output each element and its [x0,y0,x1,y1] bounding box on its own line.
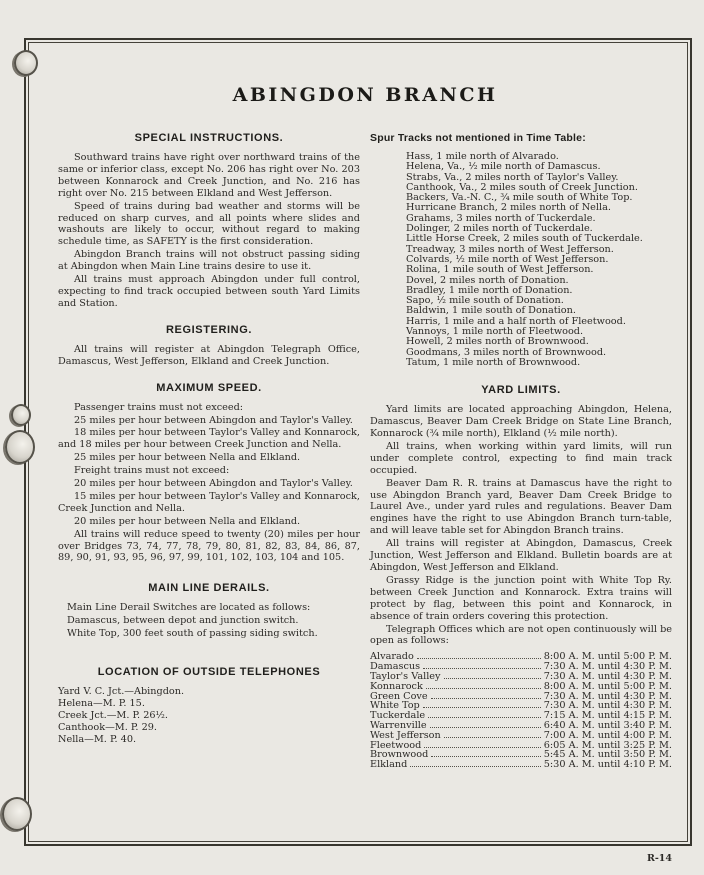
office-hours: 7:30 A. M. until 4:30 P. M. [543,670,672,682]
station-name: Brownwood [370,749,429,761]
spur-track-item: Goodmans, 3 miles north of Brownwood. [406,346,607,358]
station-name: Elkland [370,759,408,771]
binder-ring-icon [14,50,38,76]
telegraph-offices-intro: Telegraph Offices which are not open continuously will be open as follows: [370,623,672,647]
dot-leader [428,717,541,718]
spur-track-item: Bradley, 1 mile north of Donation. [406,284,573,296]
station-name: Alvarado [370,651,414,663]
derail-line: Main Line Derail Switches are located as follows: [67,602,311,614]
right-column [370,132,672,770]
spur-track-list [406,152,672,368]
spur-track-item: Helena, Va., ½ mile north of Damascus. [406,161,601,173]
telephone-location: Yard V. C. Jct.—Abingdon. [58,686,185,698]
office-hours: 5:30 A. M. until 4:10 P. M. [543,759,672,771]
office-hours: 8:00 A. M. until 5:00 P. M. [543,680,672,692]
section-heading-maximum-speed: MAXIMUM SPEED. [156,381,262,394]
station-name: Green Cove [370,690,428,702]
speed-rule: 20 miles per hour between Nella and Elkland. [74,515,301,527]
speed-rule: 18 miles per hour between Taylor's Valley and Konnarock, and 18 miles per hour between Creek Junction and Nella. [58,427,360,451]
dot-leader [430,727,541,728]
page-title: ABINGDON BRANCH [232,84,498,106]
dot-leader [431,698,541,699]
spur-track-item: Grahams, 3 miles north of Tuckerdale. [406,212,596,224]
section-heading-registering: REGISTERING. [165,323,253,336]
spur-track-item: Tatum, 1 mile north of Brownwood. [406,356,581,368]
speed-rule: Freight trains must not exceed: [74,465,230,477]
station-name: Warrenville [370,719,427,731]
office-hours: 7:30 A. M. until 4:30 P. M. [543,700,672,712]
paragraph: All trains will register at Abingdon Telegraph Office, Damascus, West Jefferson, Elkland and Creek Junction. [58,343,360,367]
section-heading-outside-telephones: LOCATION OF OUTSIDE TELEPHONES [97,666,321,679]
paragraph: Southward trains have right over northward trains of the same or inferior class, except No. 206 has right over No. 203 between Konnarock and Creek Junction, and No. 216 has right over No. 215 between Elkland and West Jefferson. [58,152,360,199]
station-name: Damascus [370,661,421,673]
paragraph: All trains, when working within yard limits, will run under complete control, expecting to find main track occupied. [370,440,672,476]
office-hours: 7:30 A. M. until 4:30 P. M. [543,661,672,673]
paragraph: Yard limits are located approaching Abingdon, Helena, Damascus, Beaver Dam Creek Bridge on State Line Branch, Konnarock (¾ mile north), Elkland (½ mile north). [370,404,672,440]
dot-leader [417,658,541,659]
spur-track-item: Vannoys, 1 mile north of Fleetwood. [406,326,584,338]
office-hours: 8:00 A. M. until 5:00 P. M. [543,651,672,663]
binder-ring-icon [11,404,31,426]
spur-track-item: Rolina, 1 mile south of West Jefferson. [406,264,594,276]
station-name: Taylor's Valley [370,670,441,682]
office-hours: 7:00 A. M. until 4:00 P. M. [543,729,672,741]
paragraph: Speed of trains during bad weather and storms will be reduced on sharp curves, and all points where slides and washouts are likely to occur, without regard to making schedule time, as SAFETY is the first consideration. [58,200,360,248]
paragraph: All trains will register at Abingdon, Damascus, Creek Junction, West Jefferson and Elkland. Bulletin boards are at Abingdon, West Jefferson and Elkland. [370,538,672,574]
section-heading-main-line-derails: MAIN LINE DERAILS. [148,582,270,595]
telephone-location: Canthook—M. P. 29. [58,722,157,734]
paragraph: Beaver Dam R. R. trains at Damascus have the right to use Abingdon Branch yard, Beaver Dam Creek Bridge to Laurel Ave., under yard rules and regulations. Beaver Dam engines have the right to use Abingdon Branch turn-table, and will leave table set for Abingdon Branch trains. [370,477,672,537]
page-content [58,84,672,770]
section-heading-spur-tracks: Spur Tracks not mentioned in Time Table: [370,132,586,144]
dot-leader [426,688,541,689]
speed-rule: 20 miles per hour between Abingdon and Taylor's Valley. [74,478,353,490]
dot-leader [444,737,541,738]
dot-leader [424,747,540,748]
spur-track-item: Hass, 1 mile north of Alvarado. [406,151,559,162]
office-hours: 6:40 A. M. until 3:40 P. M. [543,719,672,731]
telephone-location: Helena—M. P. 15. [58,698,145,710]
paragraph: Grassy Ridge is the junction point with White Top Ry. between Creek Junction and Konnarock. Extra trains will protect by flag, between this point and Konnarock, in absence of train orders covering this protection. [370,574,672,622]
spur-track-item: Howell, 2 miles north of Brownwood. [406,336,589,348]
station-name: Konnarock [370,680,423,692]
spur-track-item: Harris, 1 mile and a half north of Fleetwood. [406,315,626,327]
telegraph-offices-table [370,652,672,770]
dot-leader [410,766,540,767]
station-name: White Top [370,700,420,712]
derail-line: White Top, 300 feet south of passing siding switch. [67,628,318,640]
spur-track-item: Dovel, 2 miles north of Donation. [406,274,569,286]
spur-track-item: Strabs, Va., 2 miles north of Taylor's Valley. [406,171,619,183]
office-hours: 6:05 A. M. until 3:25 P. M. [543,739,672,751]
section-heading-special-instructions: SPECIAL INSTRUCTIONS. [134,132,284,144]
binder-ring-icon [2,797,32,831]
left-column [58,132,360,770]
spur-track-item: Sapo, ½ mile south of Donation. [406,295,564,307]
spur-track-item: Canthook, Va., 2 miles south of Creek Junction. [406,181,638,193]
station-name: Tuckerdale [370,710,426,722]
spur-track-item: Hurricane Branch, 2 miles north of Nella. [406,202,611,214]
spur-track-item: Little Horse Creek, 2 miles south of Tuckerdale. [406,233,643,245]
telegraph-office-row [370,760,672,770]
spur-track-item: Baldwin, 1 mile south of Donation. [406,305,576,317]
spur-track-item: Backers, Va.-N. C., ¾ mile south of White Top. [406,192,633,204]
section-heading-yard-limits: YARD LIMITS. [481,384,561,397]
dot-leader [444,678,541,679]
office-hours: 7:15 A. M. until 4:15 P. M. [543,710,672,722]
spur-track-item: Colvards, ½ mile north of West Jefferson. [406,253,609,265]
derail-line: Damascus, between depot and junction switch. [67,615,299,627]
speed-rule: 25 miles per hour between Nella and Elkland. [74,452,301,464]
office-hours: 5:45 A. M. until 3:50 P. M. [543,749,672,761]
dot-leader [423,668,541,669]
dot-leader [423,707,541,708]
telephone-location: Nella—M. P. 40. [58,734,137,746]
speed-rule: 15 miles per hour between Taylor's Valley and Konnarock, Creek Junction and Nella. [58,490,360,514]
office-hours: 7:30 A. M. until 4:30 P. M. [543,690,672,702]
paragraph: Abingdon Branch trains will not obstruct passing siding at Abingdon when Main Line trains desire to use it. [58,249,360,273]
two-column-layout [58,132,672,770]
telephone-location: Creek Jct.—M. P. 26½. [58,710,169,722]
paragraph: All trains must approach Abingdon under full control, expecting to find track occupied between south Yard Limits and Station. [58,274,360,309]
dot-leader [431,756,540,757]
page-number: R-14 [646,853,672,864]
station-name: West Jefferson [370,729,441,741]
spur-track-item: Treadway, 3 miles north of West Jefferson. [406,243,614,255]
speed-rule: 25 miles per hour between Abingdon and Taylor's Valley. [74,414,353,426]
speed-rule: All trains will reduce speed to twenty (20) miles per hour over Bridges 73, 74, 77, 78, 79, 80, 81, 82, 83, 84, 86, 87, 89, 90, 91, 93, 95, 96, 97, 99, 101, 102, 103, 104 and 105. [58,528,360,564]
spur-track-item: Dolinger, 2 miles north of Tuckerdale. [406,223,593,235]
station-name: Fleetwood [370,739,422,751]
speed-rule: Passenger trains must not exceed: [74,401,244,413]
binder-ring-icon [5,430,35,464]
